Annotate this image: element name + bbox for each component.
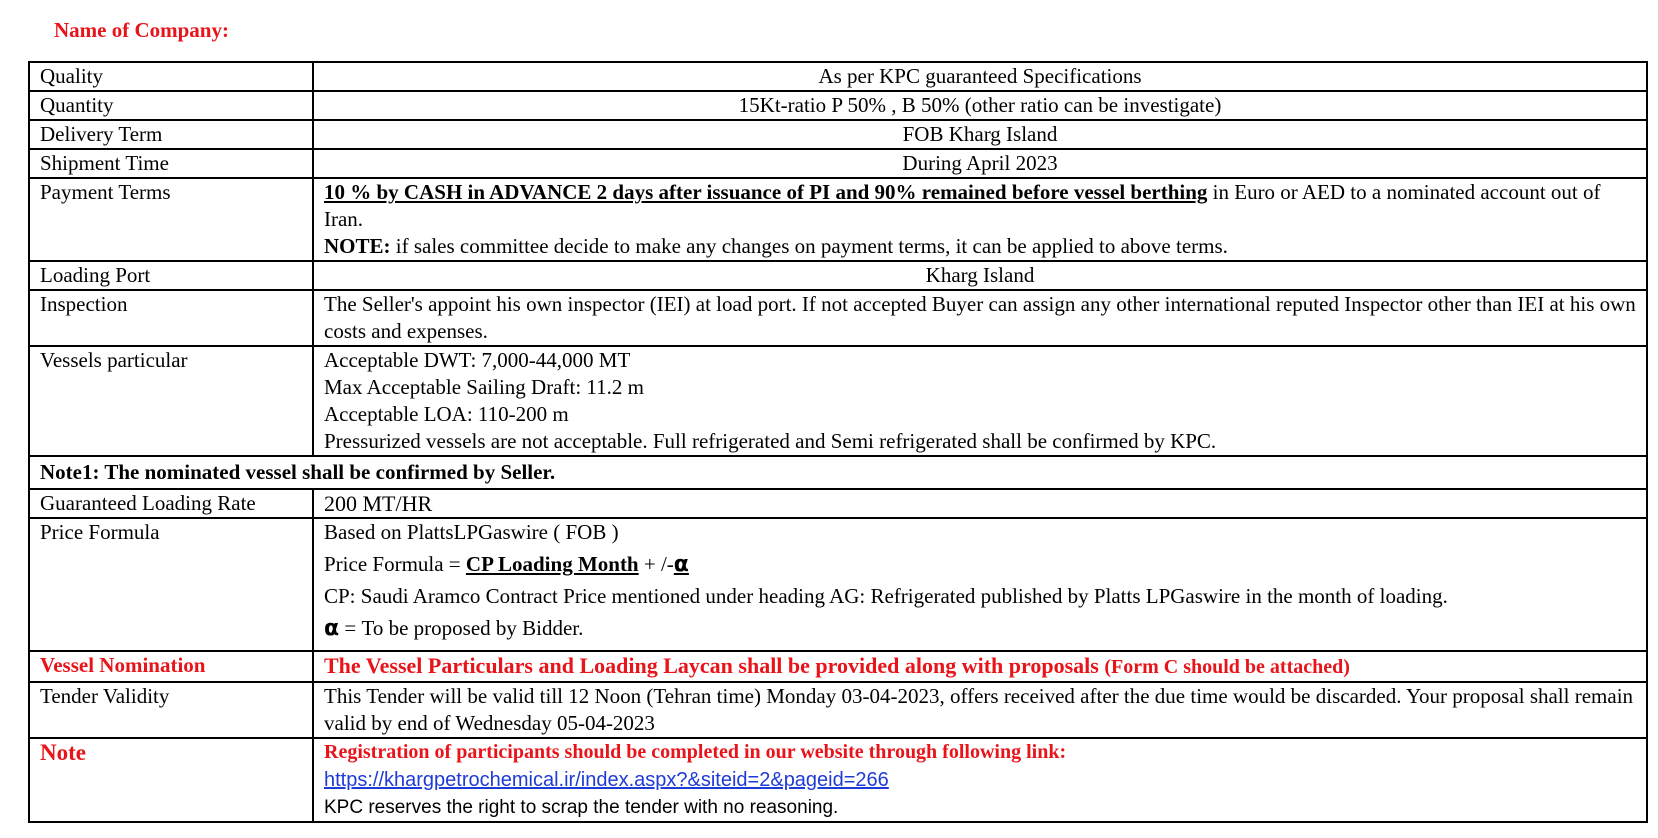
vessels-draft: Max Acceptable Sailing Draft: 11.2 m	[324, 375, 644, 399]
reserve-text: KPC reserves the right to scrap the tender with no reasoning.	[324, 797, 839, 818]
price-formula-suffix: + /-	[638, 552, 674, 576]
nomination-label: Vessel Nomination	[29, 651, 313, 682]
row-note1	[29, 456, 1647, 489]
payment-value	[313, 178, 1647, 261]
payment-note-text: if sales committee decide to make any changes on payment terms, it can be applied to above terms.	[390, 234, 1228, 258]
note-label: Note	[29, 738, 313, 822]
quality-label: Quality	[29, 62, 313, 91]
price-alpha-text: = To be proposed by Bidder.	[339, 616, 584, 640]
price-formula-prefix: Price Formula =	[324, 552, 466, 576]
nomination-text: The Vessel Particulars and Loading Laycan shall be provided along with proposals	[324, 653, 1105, 678]
price-alpha-line	[324, 615, 1636, 642]
loading-port-label: Loading Port	[29, 261, 313, 290]
payment-note-label: NOTE:	[324, 234, 391, 258]
loading-rate-label: Guaranteed Loading Rate	[29, 489, 313, 518]
vessels-dwt: Acceptable DWT: 7,000-44,000 MT	[324, 348, 631, 372]
shipment-value: During April 2023	[313, 149, 1647, 178]
tender-spec-table	[28, 61, 1648, 823]
price-formula-bold: CP Loading Month	[465, 552, 639, 576]
row-validity	[29, 682, 1647, 738]
price-cp-line: CP: Saudi Aramco Contract Price mentioned under heading AG: Refrigerated published by Platts LPGaswire in the month of loading.	[324, 584, 1448, 608]
inspection-value: The Seller's appoint his own inspector (IEI) at load port. If not accepted Buyer can assign any other international reputed Inspector other than IEI at his own costs and expenses.	[313, 290, 1647, 346]
row-quantity	[29, 91, 1647, 120]
row-loading-rate	[29, 489, 1647, 518]
delivery-value: FOB Kharg Island	[313, 120, 1647, 149]
row-shipment	[29, 149, 1647, 178]
row-loading-port	[29, 261, 1647, 290]
row-inspection	[29, 290, 1647, 346]
payment-rest-text: in Euro or AED to a nominated account out of Iran.	[324, 180, 1601, 231]
quantity-label: Quantity	[29, 91, 313, 120]
vessels-label: Vessels particular	[29, 346, 313, 456]
row-vessels	[29, 346, 1647, 456]
price-basis: Based on PlattsLPGaswire ( FOB )	[324, 520, 619, 544]
payment-label: Payment Terms	[29, 178, 313, 261]
validity-label: Tender Validity	[29, 682, 313, 738]
vessels-pressurized: Pressurized vessels are not acceptable. Full refrigerated and Semi refrigerated shall be confirmed by KPC.	[324, 429, 1217, 453]
row-quality	[29, 62, 1647, 91]
row-delivery	[29, 120, 1647, 149]
row-note	[29, 738, 1647, 822]
loading-rate-value: 200 MT/HR	[313, 489, 1647, 518]
row-payment	[29, 178, 1647, 261]
company-name-label: Name of Company:	[54, 18, 229, 42]
row-price	[29, 518, 1647, 651]
nomination-value	[313, 651, 1647, 682]
nomination-form-c: (Form C should be attached)	[1104, 656, 1350, 678]
payment-bold-text: 10 % by CASH in ADVANCE 2 days after issuance of PI and 90% remained before vessel berthing	[324, 180, 1208, 204]
registration-text: Registration of participants should be completed in our website through following link:	[324, 741, 1067, 763]
row-nomination	[29, 651, 1647, 682]
note-value	[313, 738, 1647, 822]
note1-text: Note1: The nominated vessel shall be confirmed by Seller.	[29, 456, 1647, 489]
price-formula	[324, 551, 1636, 578]
shipment-label: Shipment Time	[29, 149, 313, 178]
loading-port-value: Kharg Island	[313, 261, 1647, 290]
vessels-value	[313, 346, 1647, 456]
registration-link[interactable]: https://khargpetrochemical.ir/index.aspx?&siteid=2&pageid=266	[324, 769, 889, 791]
validity-value: This Tender will be valid till 12 Noon (Tehran time) Monday 03-04-2023, offers received after the due time would be discarded. Your proposal shall remain valid by end of Wednesday 05-04-2023	[313, 682, 1647, 738]
price-label: Price Formula	[29, 518, 313, 651]
delivery-label: Delivery Term	[29, 120, 313, 149]
quality-value: As per KPC guaranteed Specifications	[313, 62, 1647, 91]
alpha-symbol-2: α	[324, 616, 340, 641]
vessels-loa: Acceptable LOA: 110-200 m	[324, 402, 569, 426]
inspection-label: Inspection	[29, 290, 313, 346]
quantity-value: 15Kt-ratio P 50% , B 50% (other ratio can be investigate)	[313, 91, 1647, 120]
price-value	[313, 518, 1647, 651]
alpha-symbol: α	[673, 552, 689, 577]
